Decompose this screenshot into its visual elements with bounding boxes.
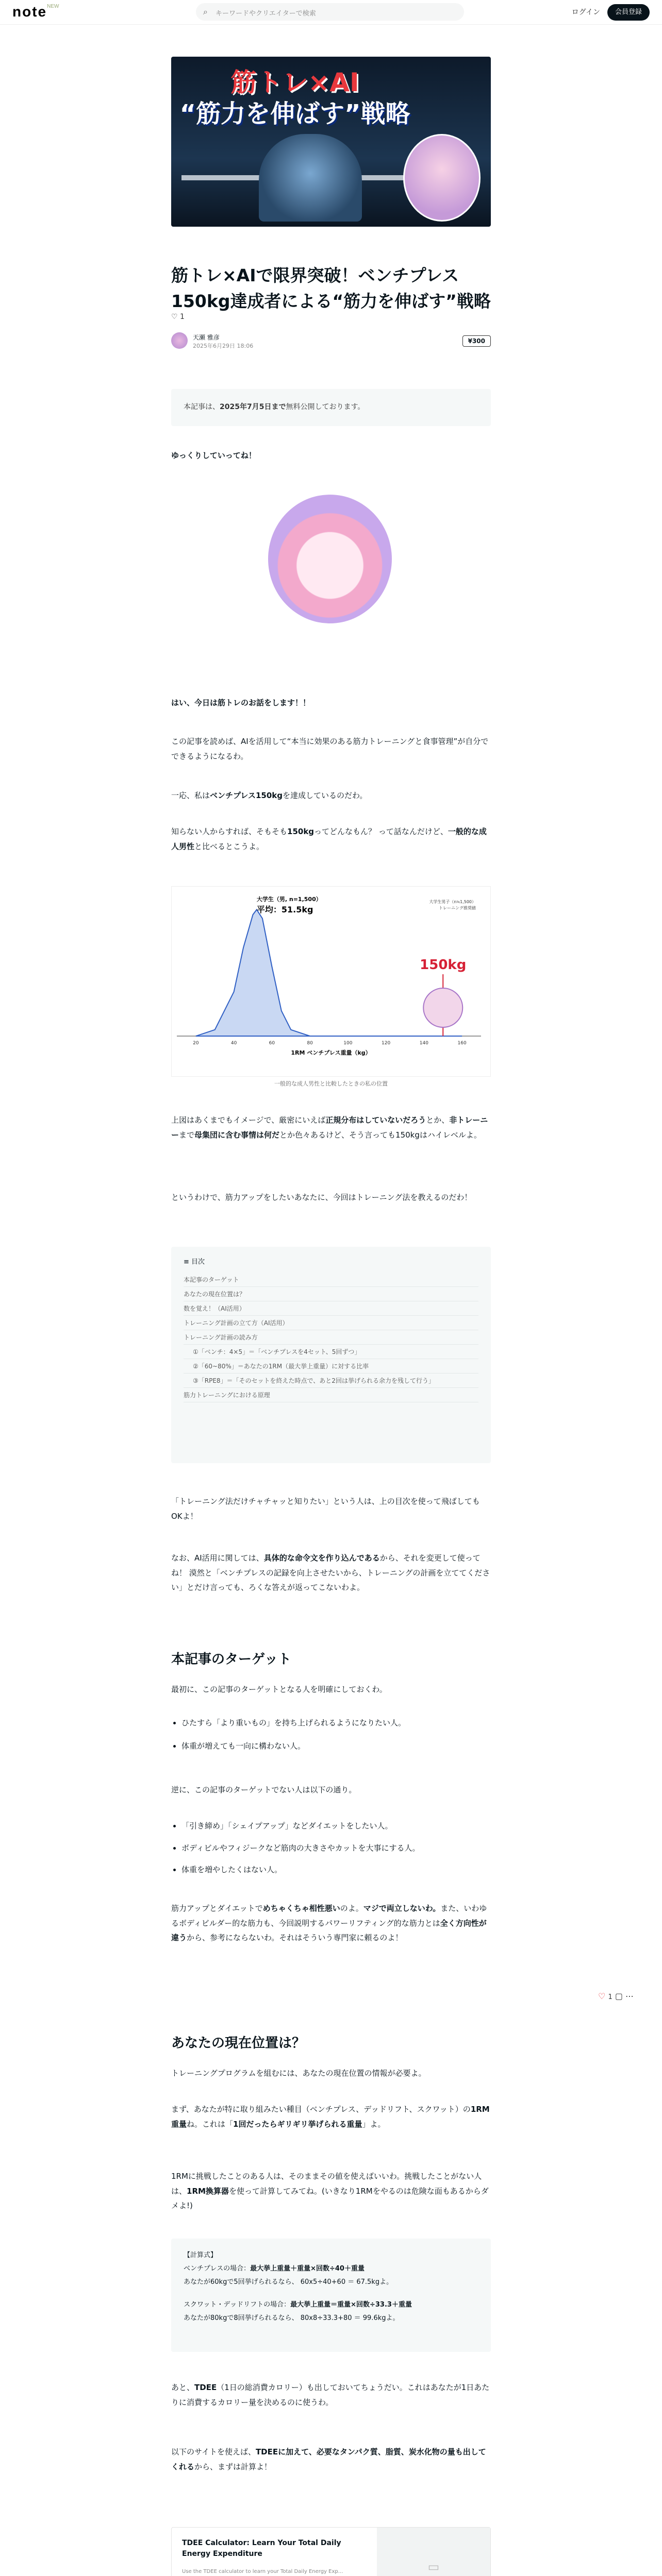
formula-bench: ベンチプレスの場合：最大挙上重量＋重量×回数÷40＋重量 [184, 2265, 365, 2273]
target-heading: 本記事のターゲット [171, 1652, 291, 1667]
x-tick-label: 120 [382, 1041, 391, 1046]
intro-3: 一応、私はベンチプレス150kgを達成しているのだわ。 [171, 791, 368, 800]
signup-button[interactable]: 会員登録 [607, 4, 650, 21]
note-logo[interactable]: note$^{NEW}$ [12, 4, 59, 20]
heart-icon: ♡ [171, 313, 178, 321]
formula-squat-example: あなたが80kgで8回挙げられるなら、 80x8÷33.3+80 ＝ 99.6kgよ。 [184, 2314, 400, 2322]
after-chart-1: 上図はあくまでもイメージで、厳密にいえば正規分布はしていないだろうとか、非トレーニーまで母集団に含む事情は何だとか色々あるけど、そう言っても150kgはハイレベルよ。 [171, 1115, 488, 1140]
target-tail: 筋力アップとダイエットでめちゃくちゃ相性悪いのよ。マジで両立しないわ。また、いわゆるボディビルダー的な筋力も、今回説明するパワーリフティング的な筋力とは全く方向性が違うから、参考にならないわ。それはそういう専門家に頼るのよ！ [171, 1904, 487, 1942]
after-chart-2: というわけで、筋力アップをしたいあなたに、今回はトレーニング法を教えるのだわ！ [171, 1193, 472, 1202]
mascot-graphic [403, 134, 481, 222]
post-date: 2025年6月29日 18:06 [193, 343, 254, 349]
position-p3: 1RMに挑戦したことのある人は、そのままその値を使えばいいわ。挑戦したことがない人は、1RM換算器を使って計算してみてね。(いきなり1RMをやるのは危険な面もあるからダメよ!) [171, 2172, 489, 2210]
x-tick-label: 160 [457, 1041, 467, 1046]
image-placeholder-icon: ▭ [377, 2528, 490, 2576]
list-item: • ひたすら「より重いもの」を持ち上げられるようになりたい人。 [181, 1716, 491, 1731]
search-bar[interactable] [196, 3, 464, 21]
toc-item[interactable]: 数を覚え！（AI活用） [184, 1301, 478, 1316]
legend-item: 大学生男子（n≒1,500） [429, 900, 476, 904]
intro-2: この記事を読めば、AIを活用して“本当に効果のある筋力トレーニングと食事管理”が自分でできるようになるわ。 [171, 737, 489, 761]
chart-mean-label: 平均：51.5kg [256, 905, 313, 914]
intro-1: はい、今日は筋トレのお話をします！！ [171, 698, 311, 707]
search-input[interactable]: キーワードやクリエイターで検索 [216, 10, 316, 18]
chart-caption: 一般的な成人男性と比較したときの私の位置 [274, 1080, 388, 1087]
x-axis-label: 1RM ベンチプレス重量（kg） [291, 1049, 371, 1056]
toc-item[interactable]: 本記事のターゲット [184, 1273, 478, 1287]
comment-icon[interactable]: ▢ [615, 1991, 623, 2001]
hero-image [171, 57, 491, 227]
x-tick-label: 80 [307, 1041, 313, 1046]
formula-title: 【計算式】 [184, 2251, 218, 2259]
list-item: • 「引き締め」「シェイプアップ」などダイエットをしたい人。 [181, 1819, 491, 1834]
position-p1: トレーニングプログラムを組むには、あなたの現在位置の情報が必要よ。 [171, 2069, 426, 2078]
list-icon: ≡ [184, 1258, 192, 1266]
guide-2: なお、AI活用に関しては、具体的な命令文を作り込んであるから、それを変更して使ってね！ 漠然と「ベンチプレスの記録を向上させたいから、トレーニングの計画を立ててください」とだけ言っても、ろくな答えが返ってこないわよ。 [171, 1553, 490, 1592]
hero-line2: “筋力を伸ばす”戦略 [179, 99, 410, 128]
intro-4: 知らない人からすれば、そもそも150kgってどんなもん？ って話なんだけど、一般的な成人男性と比べるとこうよ。 [171, 827, 487, 851]
x-tick-label: 20 [193, 1041, 199, 1046]
price-tag: ¥300 [462, 335, 491, 347]
login-link[interactable]: ログイン [571, 8, 600, 16]
target-no-list [171, 1819, 491, 1877]
link-card-title: TDEE Calculator: Learn Your Total Daily Energy Expenditure [182, 2539, 341, 2558]
formula-box [171, 2239, 491, 2352]
x-tick-label: 40 [230, 1041, 237, 1046]
table-of-contents [171, 1247, 491, 1463]
global-header [0, 0, 662, 25]
floating-actions [598, 1991, 634, 2001]
like-button[interactable]: ♡ [598, 1991, 606, 2001]
link-card[interactable] [171, 2527, 491, 2576]
position-heading: あなたの現在位置は？ [171, 2036, 306, 2051]
position-p5: 以下のサイトを使えば、TDEEに加えて、必要なタンパク質、脂質、炭水化物の量も出してくれるから、まずは計算よ！ [171, 2447, 486, 2471]
logo-badge: NEW [47, 4, 59, 9]
distribution-curve [196, 910, 462, 1036]
link-card-desc: Use the TDEE calculator to learn your Total Daily Energy Exp... [182, 2569, 343, 2574]
marker-label: 150kg [420, 957, 467, 973]
target-mid: 逆に、この記事のターゲットでない人は以下の通り。 [171, 1785, 357, 1794]
toc-item[interactable]: ②「60~80%」＝あなたの1RM（最大挙上重量）に対する比率 [184, 1359, 478, 1374]
greeting: ゆっくりしていってね！ [171, 451, 256, 460]
toc-item[interactable]: あなたの現在位置は？ [184, 1287, 478, 1301]
search-icon: ⌕ [203, 7, 208, 16]
legend-item: トレーニング推奨値 [439, 906, 476, 910]
formula-bench-example: あなたが60kgで5回挙げられるなら、 60x5÷40+60 ＝ 67.5kgよ。 [184, 2278, 393, 2286]
toc-item[interactable]: トレーニング計画の立て方（AI活用） [184, 1316, 478, 1330]
distribution-chart [171, 886, 491, 1077]
article-title: 筋トレ×AIで限界突破！ベンチプレス150kg達成者による“筋力を伸ばす”戦略 [171, 265, 491, 311]
lifter-graphic [259, 134, 362, 222]
marker-mascot [423, 988, 462, 1027]
like-count: 1 [608, 1993, 613, 2001]
toc-item[interactable]: 筋力トレーニングにおける原理 [184, 1388, 478, 1402]
toc-item[interactable]: ①「ベンチ：4×5」＝「ベンチプレスを4セット、5回ずつ」 [184, 1345, 478, 1359]
formula-squat: スクワット・デッドリフトの場合：最大挙上重量＝重量×回数÷33.3＋重量 [184, 2301, 412, 2309]
chart-svg [172, 887, 490, 1062]
x-tick-label: 100 [343, 1041, 353, 1046]
like-count-top[interactable]: ♡ 1 [171, 313, 185, 321]
guide-1: 「トレーニング法だけチャチャッと知りたい」という人は、上の目次を使って飛ばしてもOKよ！ [171, 1497, 480, 1521]
toc-item[interactable]: ③「RPE8」＝「そのセットを終えた時点で、あと2回は挙げられる余力を残して行う」 [184, 1374, 478, 1388]
more-icon[interactable]: ⋯ [625, 1991, 634, 2001]
toc-heading[interactable]: ≡ 目次 [184, 1258, 205, 1266]
target-yes-list [171, 1716, 491, 1753]
chart-title: 大学生（男, n=1,500） [256, 896, 322, 903]
author-name[interactable]: 天瀬 雅彦 [193, 334, 220, 341]
hero-line1: 筋トレ×AI [230, 67, 359, 97]
x-tick-label: 60 [269, 1041, 275, 1046]
author-row [171, 313, 491, 353]
list-item: • ボディビルやフィジークなど筋肉の大きさやカットを大事にする人。 [181, 1841, 491, 1856]
character-illustration [268, 495, 392, 623]
position-p2: まず、あなたが特に取り組みたい種目（ベンチプレス、デッドリフト、スクワット）の1RM重量ね。これは「1回だったらギリギリ挙げられる重量」よ。 [171, 2105, 490, 2129]
list-item: • 体重が増えても一向に構わない人。 [181, 1739, 491, 1754]
position-p4: あと、TDEE（1日の総消費カロリー）も出しておいてちょうだい。これはあなたが1日あたりに消費するカロリー量を決めるのに使うわ。 [171, 2383, 490, 2407]
x-tick-label: 140 [419, 1041, 428, 1046]
list-item: • 体重を増やしたくはない人。 [181, 1862, 491, 1877]
free-notice: 本記事は、2025年7月5日まで無料公開しております。 [171, 389, 491, 426]
target-lead: 最初に、この記事のターゲットとなる人を明確にしておくわ。 [171, 1685, 387, 1694]
avatar[interactable] [171, 332, 188, 349]
toc-item[interactable]: トレーニング計画の読み方 [184, 1330, 478, 1345]
